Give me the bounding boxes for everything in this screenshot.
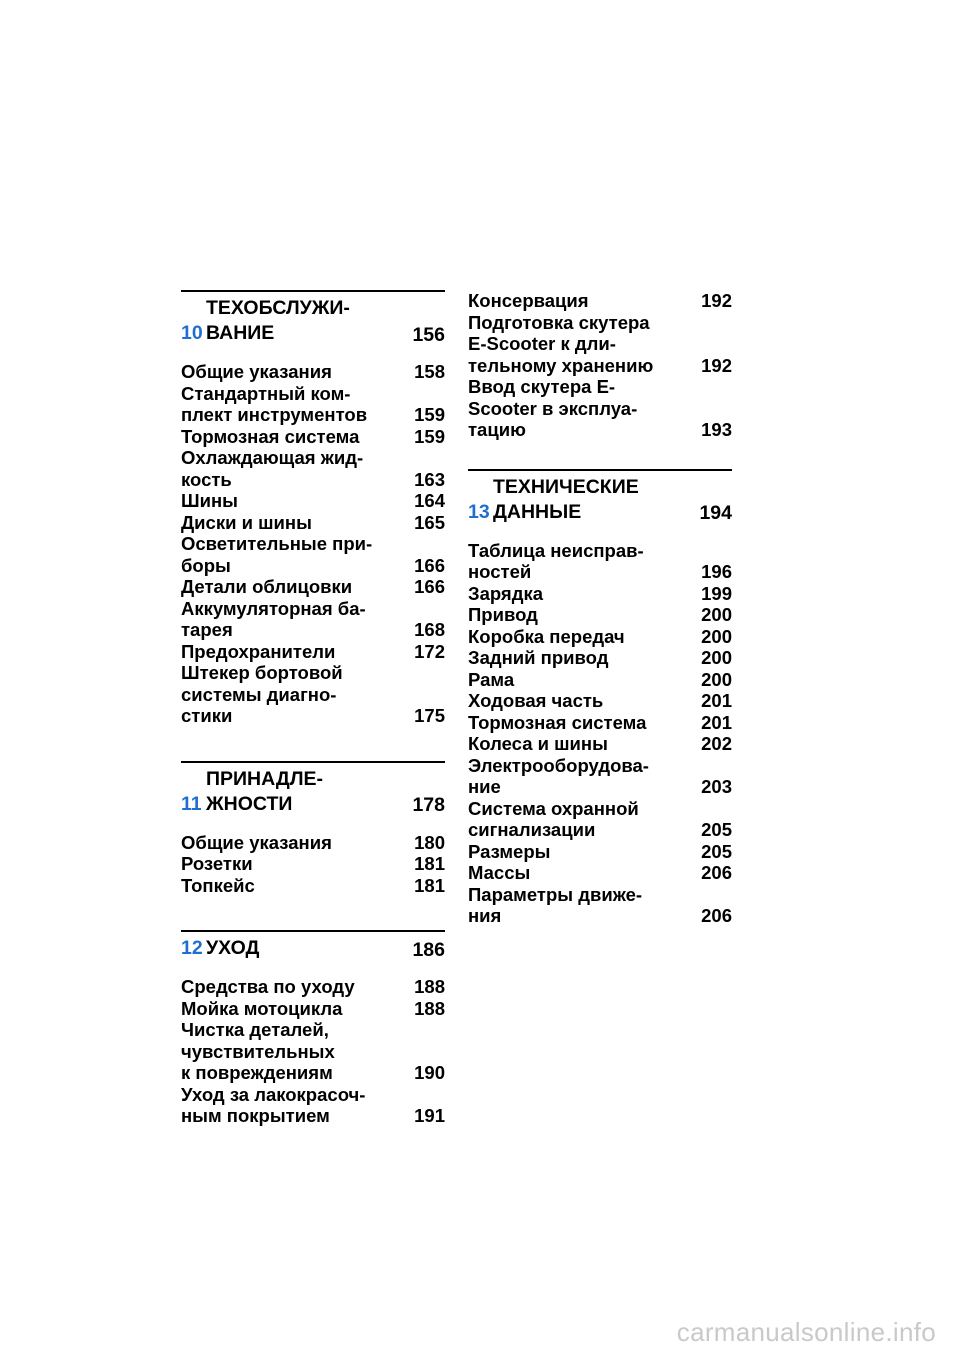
section-number: 12 — [181, 937, 203, 959]
toc-entry-title: Параметры движе- ния — [468, 883, 643, 926]
toc-entry-page: 159 — [414, 425, 445, 447]
toc-entry-page: 199 — [701, 582, 732, 604]
section-title: УХОД — [206, 937, 260, 959]
toc-entry-page: 165 — [414, 511, 445, 533]
toc-entry-title: Система охранной сигнализации — [468, 797, 639, 840]
toc-entry-page: 190 — [414, 1062, 445, 1083]
toc-entry-page: 181 — [414, 853, 445, 874]
toc-entry-title: Зарядка — [468, 582, 544, 604]
toc-entry-title: Уход за лакокрасоч- ным покрытием — [181, 1083, 366, 1126]
toc-entry[interactable] — [181, 1084, 445, 1127]
toc-entry-title: Тормозная система — [468, 711, 647, 733]
toc-entry[interactable] — [468, 583, 732, 605]
toc-entry[interactable] — [468, 798, 732, 841]
toc-entry-page: 201 — [701, 690, 732, 711]
toc-right-column — [468, 290, 732, 961]
toc-entry-page: 205 — [701, 840, 732, 862]
toc-entry-page: 181 — [414, 874, 445, 896]
toc-entry-title: Коробка передач — [468, 625, 625, 647]
section-title: ТЕХОБСЛУЖИ- ВАНИЕ — [206, 297, 350, 344]
toc-section — [468, 469, 732, 927]
toc-entry[interactable] — [181, 998, 445, 1020]
toc-entry-page: 166 — [414, 554, 445, 576]
toc-entry-title: Штекер бортовой системы диагно- стики — [181, 662, 343, 726]
toc-entry-page: 191 — [414, 1105, 445, 1126]
section-number: 13 — [468, 500, 490, 523]
toc-entry-page: 206 — [701, 862, 732, 883]
toc-entry-title: Рама — [468, 668, 515, 690]
toc-entry-page: 196 — [701, 561, 732, 582]
toc-entry-title: Аккумуляторная ба- тарея — [181, 597, 366, 640]
section-heading[interactable] — [181, 761, 445, 817]
toc-entry[interactable] — [468, 312, 732, 377]
section-heading[interactable] — [181, 290, 445, 346]
toc-entry[interactable] — [468, 690, 732, 712]
section-page: 178 — [412, 794, 445, 816]
section-number: 11 — [181, 792, 202, 815]
toc-entry-page: 158 — [414, 361, 445, 382]
section-number: 10 — [181, 322, 203, 344]
toc-entry-page: 205 — [701, 819, 732, 840]
section-page: 194 — [699, 502, 732, 524]
toc-entry-title: Привод — [468, 604, 538, 625]
toc-entry-title: Консервация — [468, 290, 589, 311]
toc-entry-page: 200 — [701, 668, 732, 690]
toc-entry[interactable] — [181, 533, 445, 576]
toc-entry-page: 193 — [701, 419, 732, 440]
toc-entry[interactable] — [181, 1019, 445, 1084]
section-heading[interactable] — [181, 930, 445, 961]
toc-entry[interactable] — [181, 875, 445, 897]
toc-entry-page: 200 — [701, 647, 732, 668]
toc-entry-page: 200 — [701, 625, 732, 647]
toc-entry-page: 188 — [414, 976, 445, 997]
toc-entry-title: Осветительные при- боры — [181, 533, 373, 576]
toc-entry-page: 203 — [701, 776, 732, 797]
toc-entry[interactable] — [468, 290, 732, 312]
toc-entry-title: Тормозная система — [181, 425, 360, 447]
toc-entry-title: Общие указания — [181, 831, 332, 853]
toc-entry[interactable] — [468, 540, 732, 583]
toc-entry[interactable] — [181, 490, 445, 512]
toc-entry[interactable] — [468, 755, 732, 798]
toc-entry-title: Детали облицовки — [181, 576, 353, 597]
toc-entry-title: Задний привод — [468, 647, 609, 668]
toc-left-column — [181, 290, 445, 1161]
toc-entry-page: 172 — [414, 640, 445, 662]
toc-entry[interactable] — [468, 376, 732, 441]
toc-entry-title: Таблица неисправ- ностей — [468, 539, 644, 582]
toc-section — [181, 290, 445, 727]
watermark: carmanualsonline.info — [676, 1317, 936, 1347]
section-heading[interactable] — [468, 469, 732, 525]
toc-entry-title: Ввод скутера E- Scooter в эксплуа- тацию — [468, 376, 638, 440]
toc-entry[interactable] — [468, 604, 732, 626]
toc-entry-title: Чистка деталей, чувствительных к повреждениям — [181, 1019, 335, 1083]
toc-entry[interactable] — [468, 884, 732, 927]
toc-entry-title: Подготовка скутера E-Scooter к дли- тельному хранению — [468, 311, 654, 376]
toc-entry-page: 188 — [414, 997, 445, 1019]
toc-entry-page: 168 — [414, 619, 445, 640]
section-page: 156 — [412, 323, 445, 346]
toc-entry[interactable] — [181, 662, 445, 727]
toc-entry-page: 206 — [701, 905, 732, 926]
toc-entry[interactable] — [181, 641, 445, 663]
toc-entry-title: Средства по уходу — [181, 976, 355, 997]
toc-entry[interactable] — [468, 626, 732, 648]
toc-entry-page: 166 — [414, 576, 445, 597]
toc-entry-page: 164 — [414, 490, 445, 511]
toc-entry[interactable] — [468, 647, 732, 669]
toc-entry-page: 159 — [414, 404, 445, 425]
toc-entry[interactable] — [468, 862, 732, 884]
toc-entry-title: Массы — [468, 862, 531, 883]
toc-entry-page: 202 — [701, 733, 732, 754]
toc-entry-title: Топкейс — [181, 874, 255, 896]
toc-entry-page: 192 — [701, 290, 732, 311]
toc-entry-title: Общие указания — [181, 361, 332, 382]
toc-entry[interactable] — [181, 976, 445, 998]
toc-entry[interactable] — [468, 712, 732, 734]
section-page: 186 — [412, 938, 445, 961]
toc-section — [181, 930, 445, 1127]
toc-entry[interactable] — [181, 512, 445, 534]
toc-entry-page: 192 — [701, 354, 732, 376]
toc-entry-page: 163 — [414, 468, 445, 490]
toc-section-continued — [468, 290, 732, 441]
toc-entry-title: Охлаждающая жид- кость — [181, 447, 364, 490]
toc-entry[interactable] — [181, 598, 445, 641]
toc-entry-title: Стандартный ком- плект инструментов — [181, 382, 368, 425]
toc-entry-page: 200 — [701, 604, 732, 625]
toc-entry[interactable] — [468, 841, 732, 863]
toc-entry[interactable] — [181, 447, 445, 490]
toc-entry-page: 201 — [701, 711, 732, 733]
toc-entry-title: Мойка мотоцикла — [181, 997, 343, 1019]
section-title: ПРИНАДЛЕ- ЖНОСТИ — [206, 767, 323, 815]
toc-entry[interactable] — [181, 576, 445, 598]
toc-entry[interactable] — [468, 733, 732, 755]
toc-entry[interactable] — [181, 853, 445, 875]
toc-entry[interactable] — [181, 361, 445, 383]
toc-entry[interactable] — [181, 426, 445, 448]
toc-entry-page: 175 — [414, 705, 445, 726]
toc-entry[interactable] — [468, 669, 732, 691]
toc-entry-page: 180 — [414, 831, 445, 853]
toc-section — [181, 761, 445, 897]
toc-entry-title: Розетки — [181, 853, 253, 874]
section-title: ТЕХНИЧЕСКИЕ ДАННЫЕ — [493, 475, 639, 523]
toc-entry-title: Предохранители — [181, 640, 336, 662]
toc-entry-title: Диски и шины — [181, 511, 312, 533]
toc-entry[interactable] — [181, 383, 445, 426]
toc-entry-title: Шины — [181, 490, 238, 511]
toc-entry-title: Ходовая часть — [468, 690, 604, 711]
toc-entry-title: Колеса и шины — [468, 733, 608, 754]
toc-entry-title: Электрооборудова- ние — [468, 754, 649, 797]
toc-entry[interactable] — [181, 832, 445, 854]
toc-entry-title: Размеры — [468, 840, 551, 862]
